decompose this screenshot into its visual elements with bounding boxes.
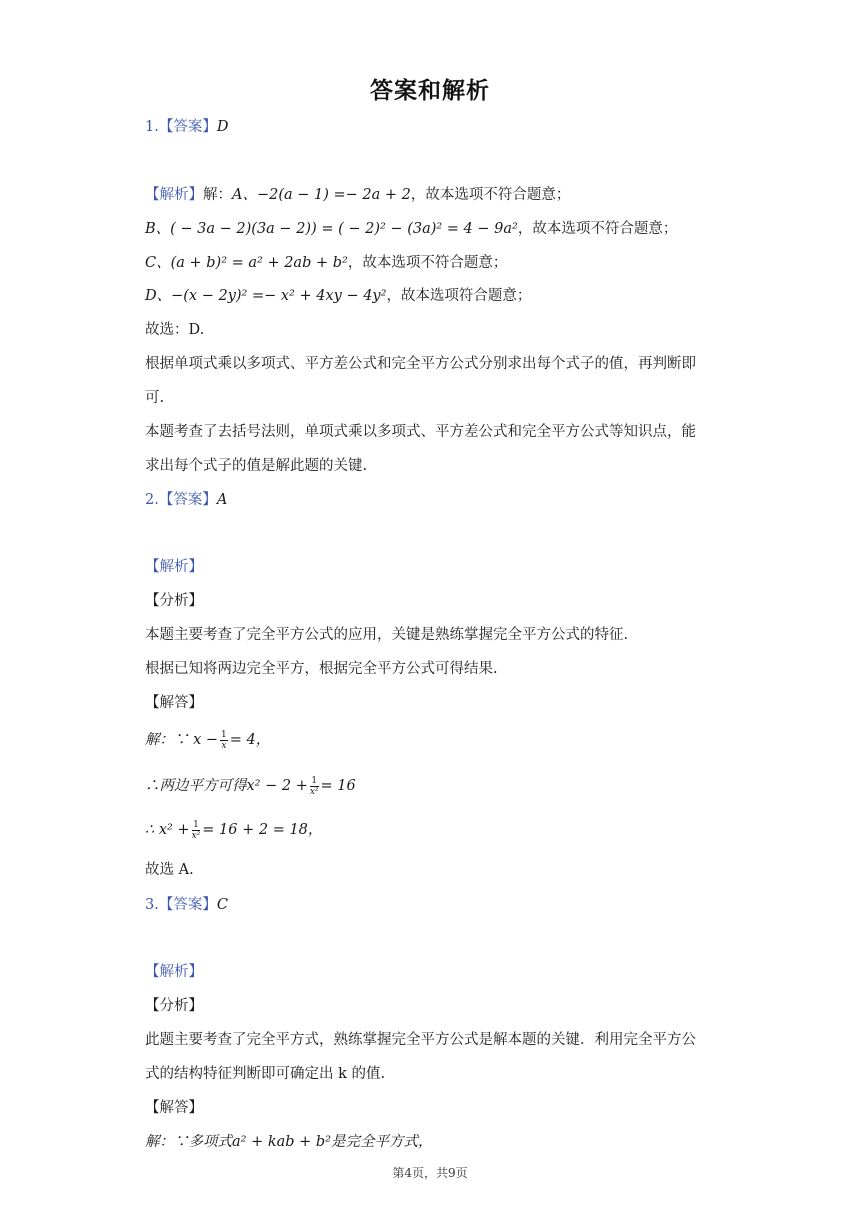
- q1-line-d-suffix: ，故本选项符合题意；: [386, 288, 532, 304]
- q1-line-c: [145, 252, 725, 274]
- q2-step-3: [145, 819, 725, 841]
- fraction-1-over-x-squared: $\frac{1}{\text{x²}}$: [309, 775, 319, 797]
- q2-choose: 故选 A.: [145, 862, 194, 878]
- q2-step-3-prefix: ∴ x² +: [145, 822, 190, 838]
- q2-step-1-suffix: = 4，: [229, 732, 271, 748]
- q2-fenxi-2: 根据已知将两边完全平方，根据完全平方公式可得结果.: [145, 661, 498, 677]
- q2-step-2-prefix: ∴两边平方可得x² − 2 +: [145, 778, 308, 794]
- q3-number: 3.: [145, 897, 159, 913]
- q3-answer-value: C: [216, 897, 228, 913]
- q1-explain-4: 求出每个式子的值是解此题的关键.: [145, 458, 368, 474]
- q2-step-1-prefix: 解：∵ x −: [145, 732, 219, 748]
- q3-step-1: 解：∵多项式a² + kab + b²是完全平方式，: [145, 1134, 433, 1150]
- page-title: 答案和解析: [370, 78, 490, 104]
- q1-line-a: [145, 184, 725, 206]
- q2-answer-line: [145, 489, 725, 511]
- q2-step-2-suffix: = 16: [320, 778, 356, 794]
- q1-line-d-math: D、−(x − 2y)² =− x² + 4xy − 4y²: [145, 288, 387, 304]
- q1-number: 1.: [145, 119, 159, 135]
- q1-analysis-label: 【解析】: [145, 187, 203, 203]
- q2-step-2: [145, 775, 725, 797]
- q1-answer-line: [145, 116, 725, 138]
- q3-jieda-label: 【解答】: [145, 1100, 203, 1116]
- fraction-1-over-x: $\frac{1}{x}$: [221, 729, 227, 751]
- q2-number: 2.: [145, 492, 159, 508]
- q3-answer-label: 【答案】: [158, 897, 217, 913]
- page-footer: 第4页，共9页: [392, 1166, 468, 1180]
- q1-line-a-suffix: ，故本选项不符合题意；: [410, 187, 571, 203]
- q2-answer-value: A: [216, 492, 228, 508]
- q1-answer-label: 【答案】: [158, 119, 217, 135]
- q1-line-c-math: C、(a + b)² = a² + 2ab + b²: [145, 255, 348, 271]
- q1-explain-1: 根据单项式乘以多项式、平方差公式和完全平方公式分别求出每个式子的值，再判断即: [145, 356, 696, 372]
- q1-choose: 故选：D.: [145, 322, 205, 338]
- q1-explain-3: 本题考查了去括号法则，单项式乘以多项式、平方差公式和完全平方公式等知识点，能: [145, 424, 696, 440]
- q3-answer-line: [145, 894, 725, 916]
- q2-answer-label: 【答案】: [158, 492, 217, 508]
- q1-line-a-math: A、−2(a − 1) =− 2a + 2: [232, 187, 411, 203]
- q1-line-b: [145, 218, 725, 240]
- fraction-1-over-x-squared: $\frac{1}{\text{x²}}$: [191, 819, 201, 841]
- q2-analysis-label: 【解析】: [145, 559, 203, 575]
- q3-fenxi-2: 式的结构特征判断即可确定出 k 的值.: [145, 1066, 386, 1082]
- q3-fenxi-1: 此题主要考查了完全平方式，熟练掌握完全平方公式是解本题的关键．利用完全平方公: [145, 1032, 696, 1048]
- q2-step-3-suffix: = 16 + 2 = 18，: [202, 822, 323, 838]
- q2-step-1: [145, 729, 725, 751]
- q1-answer-value: D: [216, 119, 229, 135]
- q3-fenxi-label: 【分析】: [145, 998, 203, 1014]
- q3-analysis-label: 【解析】: [145, 964, 203, 980]
- q1-explain-2: 可.: [145, 390, 165, 406]
- q1-line-c-suffix: ，故本选项不符合题意；: [347, 255, 508, 271]
- q1-line-b-math: B、( − 3a − 2)(3a − 2)) = ( − 2)² − (3a)² = 4 − 9a²: [145, 221, 518, 237]
- q1-line-d: [145, 285, 725, 307]
- q1-line-b-suffix: ，故本选项不符合题意；: [517, 221, 678, 237]
- q2-fenxi-label: 【分析】: [145, 593, 203, 609]
- q2-fenxi-1: 本题主要考查了完全平方公式的应用，关键是熟练掌握完全平方公式的特征.: [145, 627, 629, 643]
- q2-jieda-label: 【解答】: [145, 695, 203, 711]
- q1-line-a-prefix: 解：: [203, 187, 232, 203]
